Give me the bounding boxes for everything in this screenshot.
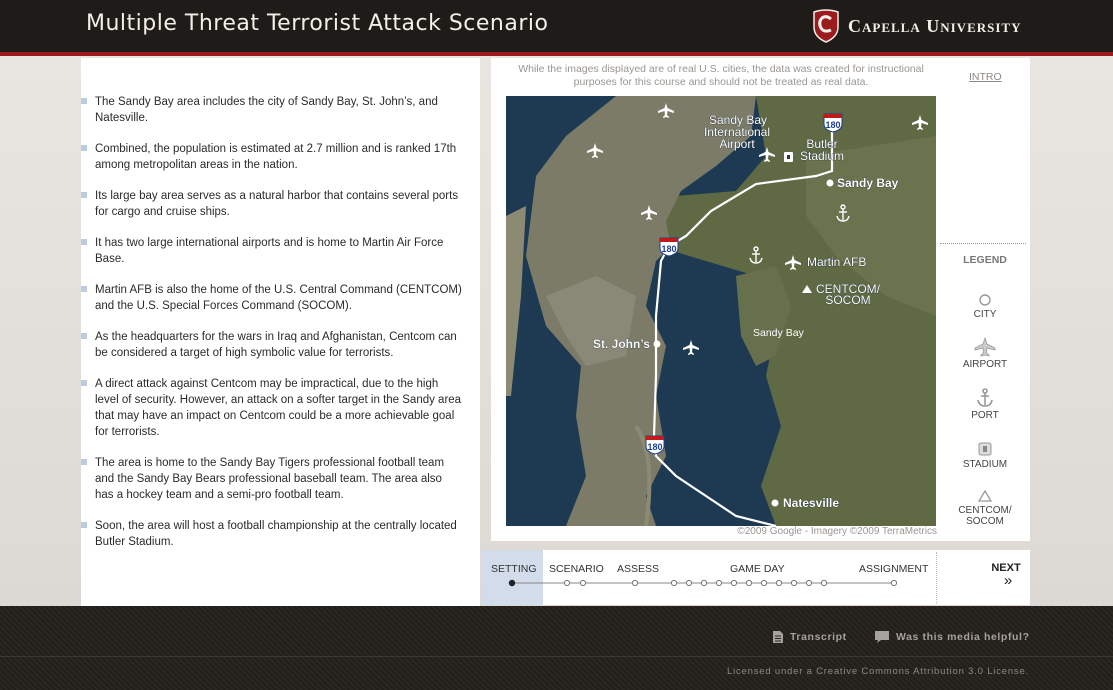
bullet-list xyxy=(81,94,480,565)
speech-bubble-icon xyxy=(874,630,890,644)
intro-link[interactable]: INTRO xyxy=(969,71,1002,83)
interstate-shield xyxy=(824,114,842,132)
progress-dot[interactable] xyxy=(671,580,676,585)
stadium-label-line1: Butler xyxy=(806,137,838,151)
centcom-label-line2: SOCOM xyxy=(825,293,871,307)
stadium-icon xyxy=(784,152,793,162)
airport-label-line2: International xyxy=(703,125,771,139)
bullet-item: It has two large international airports and is home to Martin Air Force Base. xyxy=(81,235,466,267)
legend-item-port: PORT xyxy=(944,388,1026,421)
progress-dot[interactable] xyxy=(580,580,585,585)
double-chevron-right-icon: » xyxy=(1003,572,1013,589)
city-marker-natesville xyxy=(772,500,779,507)
map-disclaimer: While the images displayed are of real U.S. cities, the data was created for instructional purposes for this course and should not be treated as real data. xyxy=(518,63,924,88)
bullet-item: Combined, the population is estimated at 2.7 million and is ranked 17th among metropolitan areas in the nation. xyxy=(81,141,466,173)
next-button[interactable]: NEXT » xyxy=(986,562,1026,588)
svg-text:180: 180 xyxy=(825,120,841,130)
bullet-item: The Sandy Bay area includes the city of Sandy Bay, St. John’s, and Natesville. xyxy=(81,94,466,126)
city-marker-sandy-bay xyxy=(827,180,834,187)
water-label: Sandy Bay xyxy=(753,327,804,339)
progress-dot[interactable] xyxy=(776,580,781,585)
progress-dot[interactable] xyxy=(564,580,569,585)
bullet-item: As the headquarters for the wars in Iraq and Afghanistan, Centcom can be considered a target of high symbolic value for terrorists. xyxy=(81,329,466,361)
progress-dot[interactable] xyxy=(701,580,706,585)
stadium-label-line2: Stadium xyxy=(799,149,845,163)
city-marker-st-johns xyxy=(654,341,661,348)
legend-title: LEGEND xyxy=(963,254,1007,266)
bullet-item: Soon, the area will host a football championship at the centrally located Butler Stadium. xyxy=(81,518,466,550)
progress-dot[interactable] xyxy=(761,580,766,585)
document-icon xyxy=(772,630,784,644)
progress-dot[interactable] xyxy=(632,580,637,585)
content-panel xyxy=(81,58,480,606)
anchor-icon xyxy=(975,388,995,408)
svg-text:180: 180 xyxy=(647,442,663,452)
bullet-item: The area is home to the Sandy Bay Tigers professional football team and the Sandy Bay Bears professional baseball team. The area also has a hockey team and a semi-pro football team. xyxy=(81,455,466,503)
bullet-item: A direct attack against Centcom may be impractical, due to the high level of security. However, an attack on a softer target in the Sandy area that may have an impact on Centcom could be a more achievable goal for terrorists. xyxy=(81,376,466,440)
martin-afb-label: Martin AFB xyxy=(807,255,867,269)
progress-dot[interactable] xyxy=(716,580,721,585)
interstate-shield xyxy=(660,238,678,256)
airport-label-line3: Airport xyxy=(719,137,755,151)
progress-dot[interactable] xyxy=(891,580,896,585)
progress-dot[interactable] xyxy=(731,580,736,585)
map-credit: ©2009 Google - Imagery ©2009 TerraMetrics xyxy=(737,526,937,537)
footer-bar xyxy=(0,606,1113,690)
shield-icon xyxy=(812,9,840,43)
legend-item-airport: AIRPORT xyxy=(944,337,1026,370)
progress-dot[interactable] xyxy=(791,580,796,585)
bullet-item: Its large bay area serves as a natural harbor that contains several ports for cargo and cruise ships. xyxy=(81,188,466,220)
brand-logo xyxy=(812,9,1021,43)
stadium-icon xyxy=(977,441,993,457)
interstate-shield xyxy=(646,436,664,454)
page-title: Multiple Threat Terrorist Attack Scenario xyxy=(86,11,549,36)
map-svg xyxy=(506,96,936,526)
city-icon xyxy=(978,293,992,307)
tab-setting[interactable]: SETTING xyxy=(491,563,537,575)
city-label-st-johns: St. John’s xyxy=(593,337,650,351)
transcript-link[interactable]: Transcript xyxy=(772,630,847,644)
progress-dot-current[interactable] xyxy=(509,580,515,586)
tab-assignment[interactable]: ASSIGNMENT xyxy=(859,563,929,575)
svg-text:180: 180 xyxy=(661,244,677,254)
legend-divider xyxy=(940,243,1026,244)
progress-dot[interactable] xyxy=(746,580,751,585)
nav-separator xyxy=(936,552,937,604)
progress-track xyxy=(481,577,941,589)
progress-dot[interactable] xyxy=(821,580,826,585)
legend-item-stadium: STADIUM xyxy=(944,441,1026,470)
centcom-label-line1: CENTCOM/ xyxy=(816,282,880,296)
footer-divider xyxy=(0,656,1113,657)
license-text: Licensed under a Creative Commons Attribution 3.0 License. xyxy=(727,666,1029,677)
triangle-icon xyxy=(977,489,993,503)
airport-label-line1: Sandy Bay xyxy=(708,113,768,127)
airport-icon xyxy=(974,337,996,357)
satellite-map xyxy=(506,96,936,526)
media-feedback-link[interactable]: Was this media helpful? xyxy=(874,630,1030,644)
tab-scenario[interactable]: SCENARIO xyxy=(549,563,604,575)
bullet-item: Martin AFB is also the home of the U.S. Central Command (CENTCOM) and the U.S. Special Forces Command (SOCOM). xyxy=(81,282,466,314)
legend-item-centcom: CENTCOM/ SOCOM xyxy=(944,489,1026,527)
city-label-natesville: Natesville xyxy=(783,496,840,510)
progress-dot[interactable] xyxy=(686,580,691,585)
tab-game-day[interactable]: GAME DAY xyxy=(730,563,785,575)
progress-dot[interactable] xyxy=(806,580,811,585)
legend-item-city: CITY xyxy=(944,293,1026,320)
city-label-sandy-bay: Sandy Bay xyxy=(837,176,899,190)
brand-name: Capella University xyxy=(848,15,1022,36)
tab-assess[interactable]: ASSESS xyxy=(617,563,660,575)
